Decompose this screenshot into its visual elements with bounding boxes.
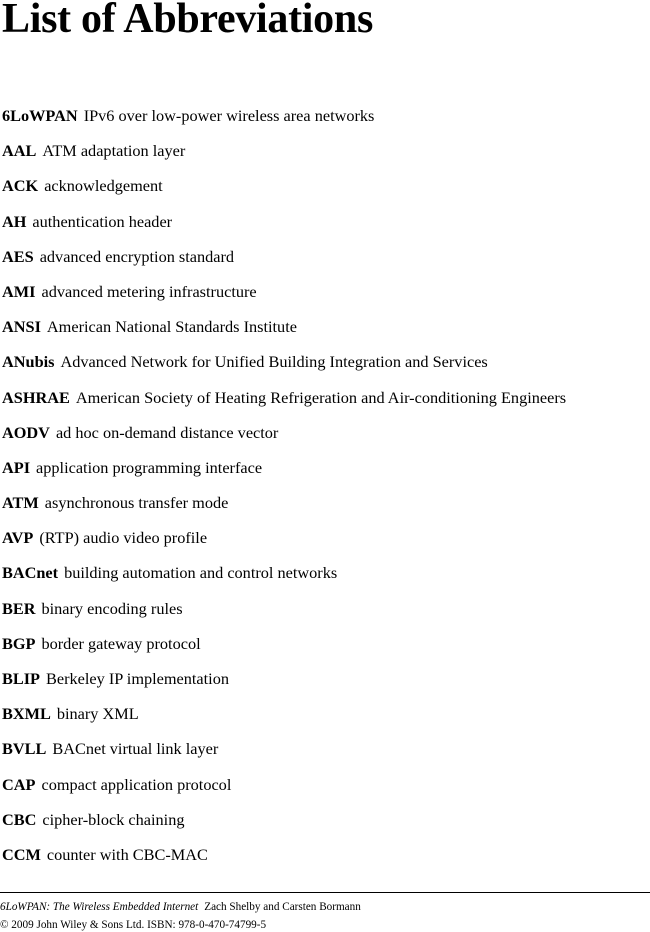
abbreviation-term: CCM bbox=[2, 844, 41, 864]
abbreviation-entry bbox=[2, 492, 648, 527]
abbreviation-term: 6LoWPAN bbox=[2, 106, 78, 125]
footer-citation bbox=[0, 900, 361, 914]
abbreviation-term: CBC bbox=[2, 809, 37, 829]
abbreviation-term: AODV bbox=[2, 422, 50, 442]
abbreviation-entry bbox=[2, 281, 648, 316]
abbreviation-definition: binary XML bbox=[56, 704, 139, 724]
abbreviation-term: ANSI bbox=[2, 317, 41, 337]
abbreviation-entry bbox=[2, 140, 648, 175]
abbreviation-entry bbox=[2, 527, 648, 562]
abbreviation-definition: BACnet virtual link layer bbox=[52, 739, 219, 759]
abbreviation-entry bbox=[2, 668, 648, 703]
abbreviation-entry bbox=[2, 633, 648, 668]
abbreviation-term: BGP bbox=[2, 633, 36, 653]
abbreviation-definition: ATM adaptation layer bbox=[42, 141, 186, 161]
abbreviation-entry bbox=[2, 457, 648, 492]
abbreviation-definition: Berkeley IP implementation bbox=[46, 669, 229, 688]
abbreviation-entry bbox=[2, 738, 648, 773]
abbreviation-term: ATM bbox=[2, 493, 39, 513]
abbreviation-term: BER bbox=[2, 598, 36, 618]
abbreviation-entry bbox=[2, 562, 648, 597]
abbreviation-definition: cipher-block chaining bbox=[42, 809, 185, 829]
abbreviation-term: CAP bbox=[2, 774, 36, 794]
abbreviation-entry bbox=[2, 246, 648, 281]
abbreviation-definition: asynchronous transfer mode bbox=[44, 493, 229, 513]
abbreviation-term: AVP bbox=[2, 528, 34, 548]
abbreviation-definition: acknowledgement bbox=[44, 176, 163, 196]
footer-authors: Zach Shelby and Carsten Bormann bbox=[204, 901, 361, 913]
abbreviation-definition: application programming interface bbox=[36, 457, 263, 477]
abbreviation-entry bbox=[2, 422, 648, 457]
abbreviation-definition: (RTP) audio video profile bbox=[39, 528, 208, 548]
abbreviation-term: AAL bbox=[2, 141, 37, 161]
abbreviation-entry bbox=[2, 387, 648, 422]
abbreviation-term: BACnet bbox=[2, 563, 59, 583]
footer-book-title: 6LoWPAN: The Wireless Embedded Internet bbox=[0, 901, 199, 913]
abbreviation-term: ACK bbox=[2, 176, 39, 196]
footer-copyright: © 2009 John Wiley & Sons Ltd. ISBN: 978-0-470-74799-5 bbox=[0, 919, 267, 931]
abbreviation-term: API bbox=[2, 457, 31, 477]
abbreviation-list bbox=[2, 105, 648, 879]
page-title: List of Abbreviations bbox=[2, 0, 373, 42]
abbreviation-entry bbox=[2, 774, 648, 809]
abbreviation-definition: IPv6 over low-power wireless area networks bbox=[83, 106, 375, 125]
abbreviation-definition: advanced metering infrastructure bbox=[41, 281, 257, 301]
abbreviation-entry bbox=[2, 844, 648, 879]
abbreviation-definition: compact application protocol bbox=[41, 774, 232, 794]
abbreviation-definition: American Society of Heating Refrigeration and Air-conditioning Engineers bbox=[75, 387, 567, 407]
abbreviation-definition: Advanced Network for Unified Building Integration and Services bbox=[60, 352, 488, 372]
abbreviation-entry bbox=[2, 211, 648, 246]
abbreviation-term: AES bbox=[2, 246, 34, 266]
abbreviation-definition: advanced encryption standard bbox=[39, 246, 235, 266]
abbreviation-definition: binary encoding rules bbox=[41, 598, 183, 618]
abbreviation-definition: counter with CBC-MAC bbox=[46, 844, 208, 864]
abbreviation-entry bbox=[2, 105, 648, 140]
abbreviation-entry bbox=[2, 809, 648, 844]
abbreviation-entry bbox=[2, 351, 648, 386]
abbreviation-definition: authentication header bbox=[32, 211, 173, 231]
abbreviation-term: ANubis bbox=[2, 352, 55, 372]
abbreviation-term: BLIP bbox=[2, 669, 41, 688]
abbreviation-definition: ad hoc on-demand distance vector bbox=[55, 422, 279, 442]
abbreviation-entry bbox=[2, 703, 648, 738]
abbreviation-entry bbox=[2, 316, 648, 351]
abbreviation-entry bbox=[2, 175, 648, 210]
abbreviation-term: BVLL bbox=[2, 739, 47, 759]
abbreviation-term: AMI bbox=[2, 281, 36, 301]
abbreviation-definition: border gateway protocol bbox=[41, 633, 201, 653]
abbreviation-term: AH bbox=[2, 211, 27, 231]
abbreviation-entry bbox=[2, 598, 648, 633]
footer-divider bbox=[0, 892, 650, 893]
abbreviation-definition: building automation and control networks bbox=[64, 563, 338, 583]
abbreviation-definition: American National Standards Institute bbox=[46, 317, 297, 337]
abbreviation-term: ASHRAE bbox=[2, 387, 70, 407]
abbreviation-term: BXML bbox=[2, 704, 51, 724]
